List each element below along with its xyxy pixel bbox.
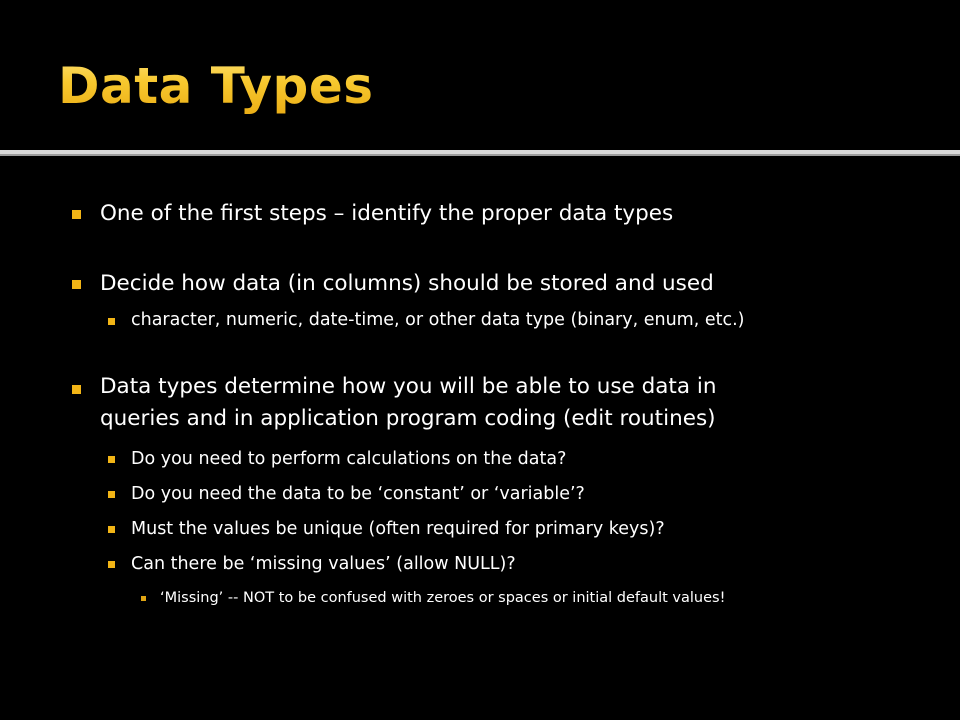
bullet-item-continuation: queries and in application program coding (edit routines): [100, 406, 716, 431]
sub-bullet-item: character, numeric, date-time, or other data type (binary, enum, etc.): [131, 310, 745, 330]
slide-header: [0, 0, 960, 150]
sub-bullet-item: Can there be ‘missing values’ (allow NULL)?: [131, 554, 516, 574]
bullet-item: Data types determine how you will be able to use data in: [100, 374, 717, 399]
bullet-item: One of the first steps – identify the proper data types: [100, 201, 674, 226]
sub-bullet-item: Do you need to perform calculations on the data?: [131, 449, 567, 469]
bullet-marker-icon: [72, 210, 81, 219]
sub-bullet-marker-icon: [108, 491, 115, 498]
sub-bullet-item: Must the values be unique (often required for primary keys)?: [131, 519, 665, 539]
sub-sub-bullet-item: ‘Missing’ -- NOT to be confused with zeroes or spaces or initial default values!: [160, 590, 726, 606]
sub-bullet-item: Do you need the data to be ‘constant’ or ‘variable’?: [131, 484, 585, 504]
sub-bullet-marker-icon: [108, 561, 115, 568]
slide-title: Data Types: [58, 46, 374, 126]
sub-bullet-marker-icon: [108, 318, 115, 325]
sub-sub-bullet-marker-icon: [141, 596, 146, 601]
sub-bullet-marker-icon: [108, 526, 115, 533]
sub-bullet-marker-icon: [108, 456, 115, 463]
bullet-marker-icon: [72, 385, 81, 394]
slide-body: [0, 156, 960, 720]
bullet-item: Decide how data (in columns) should be stored and used: [100, 271, 714, 296]
bullet-marker-icon: [72, 280, 81, 289]
